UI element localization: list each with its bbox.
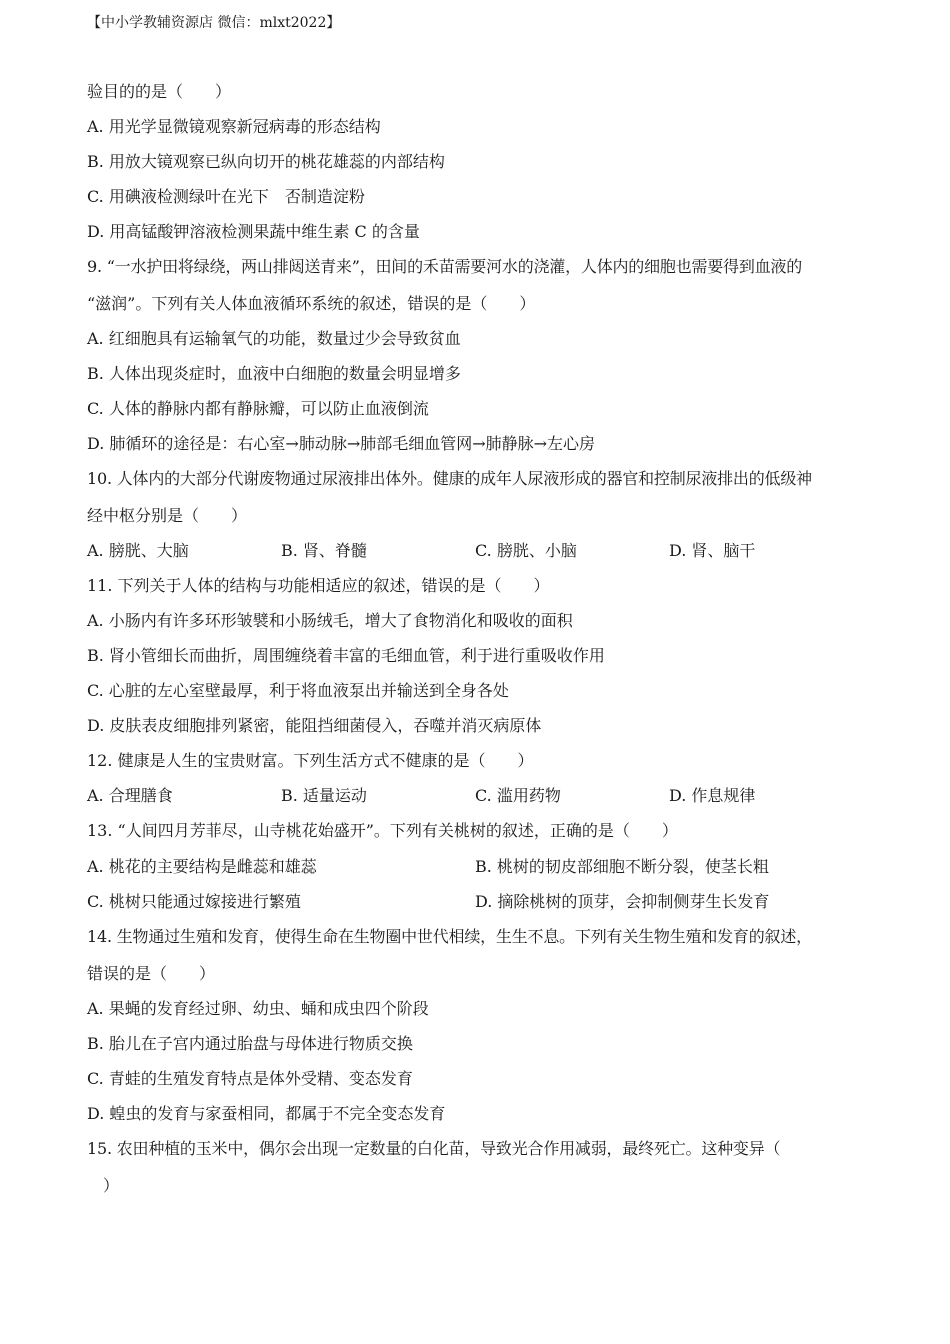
q14-option-a: A. 果蝇的发育经过卵、幼虫、蛹和成虫四个阶段 <box>87 999 429 1018</box>
q12-option-b: B. 适量运动 <box>281 786 367 805</box>
q13-option-b: B. 桃树的韧皮部细胞不断分裂，使茎长粗 <box>475 857 769 876</box>
q11-option-a: A. 小肠内有许多环形皱襞和小肠绒毛，增大了食物消化和吸收的面积 <box>87 611 573 630</box>
q9-stem-line1: 9. “一水护田将绿绕，两山排闼送青来”，田间的禾苗需要河水的浇灌，人体内的细胞也需要得到血液的 <box>87 257 803 276</box>
q9-option-d: D. 肺循环的途径是：右心室→肺动脉→肺部毛细血管网→肺静脉→左心房 <box>87 434 596 453</box>
q8-option-c: C. 用碘液检测绿叶在光下 否制造淀粉 <box>87 187 365 206</box>
q11-option-b: B. 肾小管细长而曲折，周围缠绕着丰富的毛细血管，利于进行重吸收作用 <box>87 646 605 665</box>
q9-stem-line2: “滋润”。下列有关人体血液循环系统的叙述，错误的是（ ） <box>87 294 536 313</box>
q9-option-a: A. 红细胞具有运输氧气的功能，数量过少会导致贫血 <box>87 329 461 348</box>
q14-option-b: B. 胎儿在子宫内通过胎盘与母体进行物质交换 <box>87 1034 413 1053</box>
q9-option-b: B. 人体出现炎症时，血液中白细胞的数量会明显增多 <box>87 364 461 383</box>
q14-option-c: C. 青蛙的生殖发育特点是体外受精、变态发育 <box>87 1069 413 1088</box>
q10-stem-line2: 经中枢分别是（ ） <box>87 506 248 525</box>
q10-stem-line1: 10. 人体内的大部分代谢废物通过尿液排出体外。健康的成年人尿液形成的器官和控制尿液排出的低级神 <box>87 469 812 488</box>
q14-stem-line1: 14. 生物通过生殖和发育，使得生命在生物圈中世代相续，生生不息。下列有关生物生殖和发育的叙述， <box>87 927 812 946</box>
q13-option-c: C. 桃树只能通过嫁接进行繁殖 <box>87 892 301 911</box>
q10-option-b: B. 肾、脊髓 <box>281 541 367 560</box>
q13-option-a: A. 桃花的主要结构是雌蕊和雄蕊 <box>87 857 317 876</box>
q12-stem: 12. 健康是人生的宝贵财富。下列生活方式不健康的是（ ） <box>87 751 534 770</box>
q15-stem-line1: 15. 农田种植的玉米中，偶尔会出现一定数量的白化苗，导致光合作用减弱，最终死亡。这种变异（ <box>87 1139 781 1158</box>
q8-option-b: B. 用放大镜观察已纵向切开的桃花雄蕊的内部结构 <box>87 152 445 171</box>
q14-stem-line2: 错误的是（ ） <box>87 964 216 983</box>
q8-option-d: D. 用高锰酸钾溶液检测果蔬中维生素 C 的含量 <box>87 222 420 241</box>
q12-option-a: A. 合理膳食 <box>87 786 173 805</box>
q12-option-c: C. 滥用药物 <box>475 786 561 805</box>
q14-option-d: D. 蝗虫的发育与家蚕相同，都属于不完全变态发育 <box>87 1104 446 1123</box>
q11-option-c: C. 心脏的左心室壁最厚，利于将血液泵出并输送到全身各处 <box>87 681 509 700</box>
q10-option-a: A. 膀胱、大脑 <box>87 541 189 560</box>
q12-option-d: D. 作息规律 <box>669 786 756 805</box>
q10-option-d: D. 肾、脑干 <box>669 541 756 560</box>
q13-stem: 13. “人间四月芳菲尽，山寺桃花始盛开”。下列有关桃树的叙述，正确的是（ ） <box>87 821 678 840</box>
q8-option-a: A. 用光学显微镜观察新冠病毒的形态结构 <box>87 117 381 136</box>
q8-stem-tail: 验目的的是（ ） <box>87 82 232 101</box>
q13-option-d: D. 摘除桃树的顶芽，会抑制侧芽生长发育 <box>475 892 770 911</box>
q15-stem-line2: ） <box>103 1176 120 1195</box>
q9-option-c: C. 人体的静脉内都有静脉瓣，可以防止血液倒流 <box>87 399 429 418</box>
q11-stem: 11. 下列关于人体的结构与功能相适应的叙述，错误的是（ ） <box>87 576 550 595</box>
q10-option-c: C. 膀胱、小脑 <box>475 541 577 560</box>
page-header-watermark: 【中小学教辅资源店 微信：mlxt2022】 <box>87 15 341 31</box>
q11-option-d: D. 皮肤表皮细胞排列紧密，能阻挡细菌侵入，吞噬并消灭病原体 <box>87 716 542 735</box>
